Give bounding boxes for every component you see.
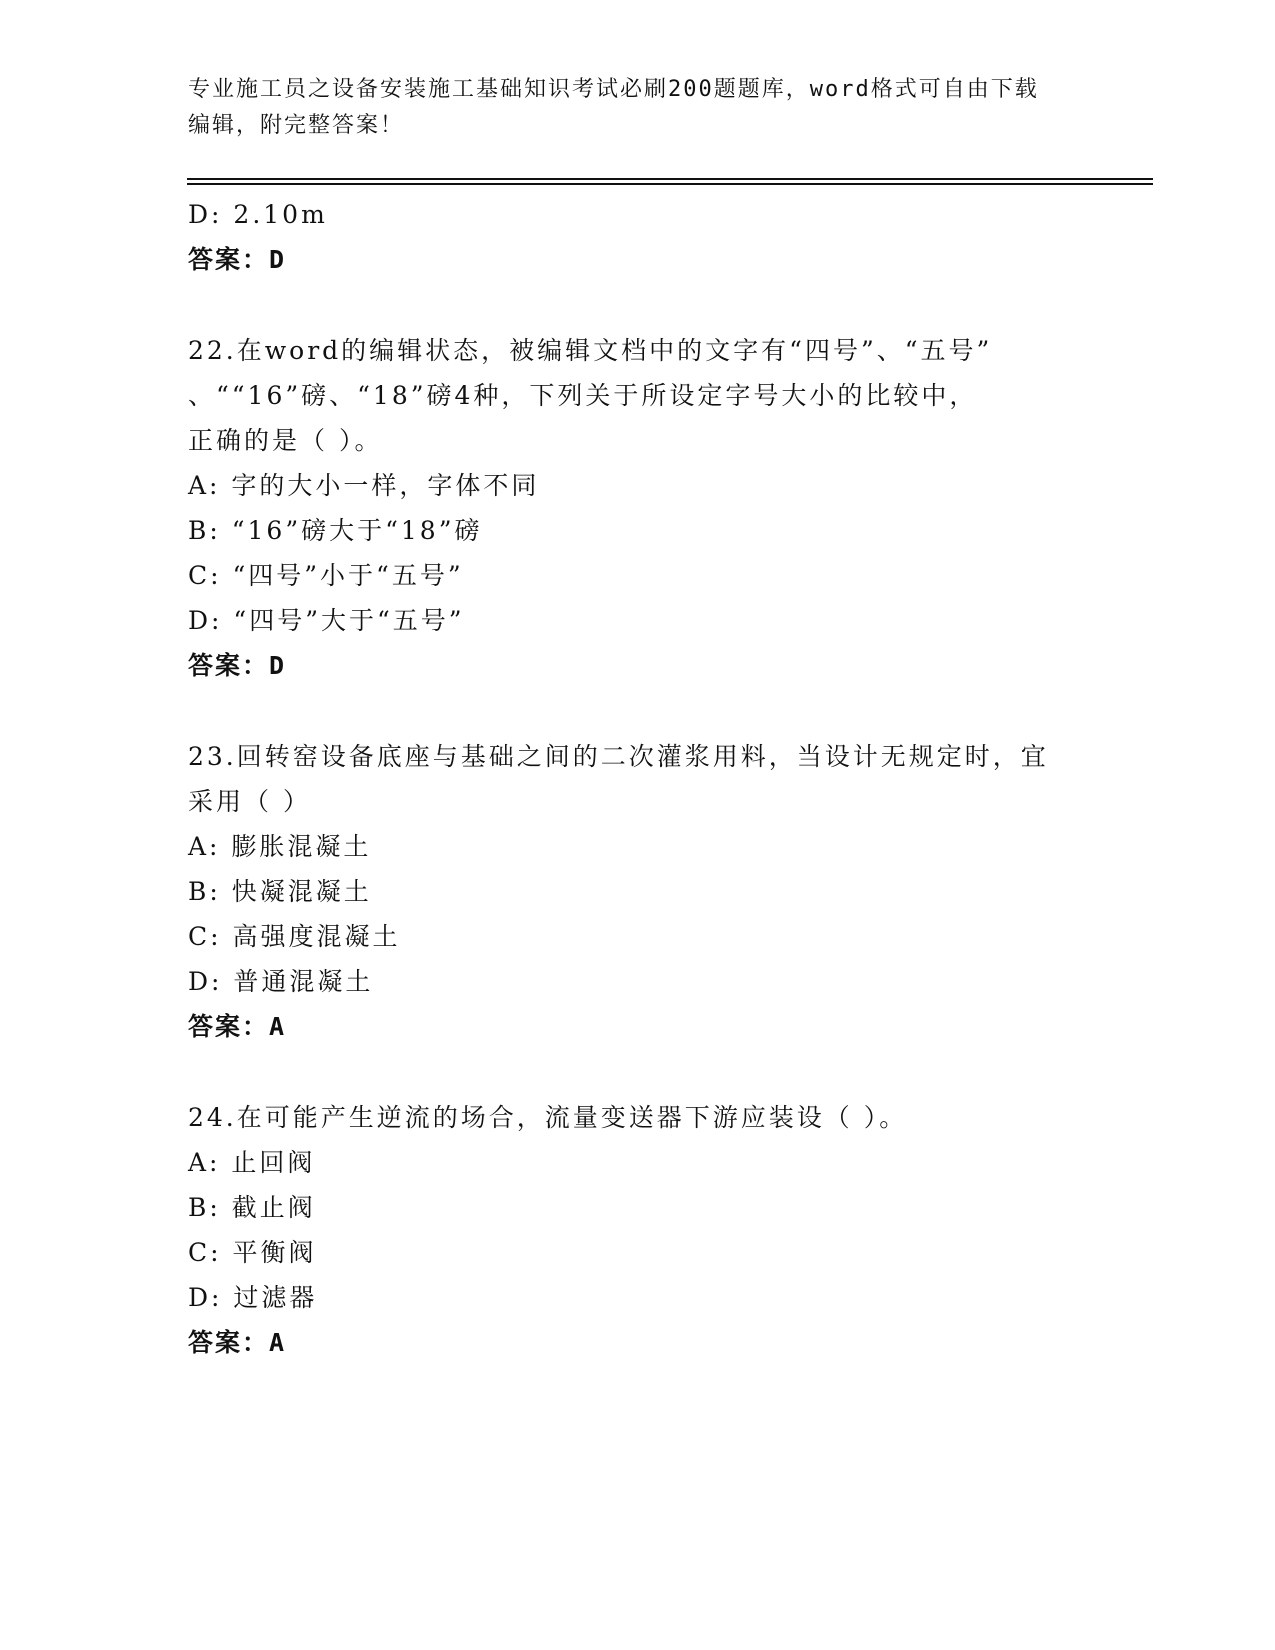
answer-line: 答案：A — [188, 1012, 287, 1041]
option-d: D: 过滤器 — [188, 1283, 318, 1312]
header-line-2: 编辑，附完整答案！ — [188, 113, 405, 138]
header-line-1: 专业施工员之设备安装施工基础知识考试必刷200题题库，word格式可自由下载 — [188, 77, 1039, 102]
question-24 — [188, 1095, 1088, 1365]
question-22 — [188, 328, 1088, 688]
answer-line: 答案：A — [188, 1328, 287, 1357]
option-d: D: 2.10m — [188, 200, 328, 229]
option-a: A: 字的大小一样，字体不同 — [188, 471, 540, 500]
option-a: A: 止回阀 — [188, 1148, 316, 1177]
option-d: D: “四号”大于“五号” — [188, 606, 465, 635]
question-23 — [188, 734, 1088, 1049]
question-stem-line: 24.在可能产生逆流的场合，流量变送器下游应装设（ ）。 — [188, 1103, 908, 1132]
previous-question-tail — [188, 192, 1088, 282]
option-b: B: “16”磅大于“18”磅 — [188, 516, 483, 545]
question-stem-line: 23.回转窑设备底座与基础之间的二次灌浆用料，当设计无规定时，宜 — [188, 742, 1049, 771]
option-c: C: “四号”小于“五号” — [188, 561, 464, 590]
question-stem-line: 、““16”磅、“18”磅4种，下列关于所设定字号大小的比较中， — [188, 381, 978, 410]
answer-line: 答案：D — [188, 245, 287, 274]
question-list — [188, 192, 1088, 1365]
option-b: B: 截止阀 — [188, 1193, 316, 1222]
question-stem-line: 正确的是（ ）。 — [188, 426, 383, 455]
option-c: C: 平衡阀 — [188, 1238, 317, 1267]
option-b: B: 快凝混凝土 — [188, 877, 372, 906]
option-d: D: 普通混凝土 — [188, 967, 374, 996]
question-stem-line: 22.在word的编辑状态，被编辑文档中的文字有“四号”、“五号” — [188, 336, 993, 365]
page-header — [188, 72, 1088, 144]
header-rule-bottom — [187, 183, 1153, 185]
answer-line: 答案：D — [188, 651, 287, 680]
question-stem-line: 采用（ ） — [188, 787, 311, 816]
option-c: C: 高强度混凝土 — [188, 922, 401, 951]
header-rule-top — [187, 178, 1153, 180]
option-a: A: 膨胀混凝土 — [188, 832, 372, 861]
